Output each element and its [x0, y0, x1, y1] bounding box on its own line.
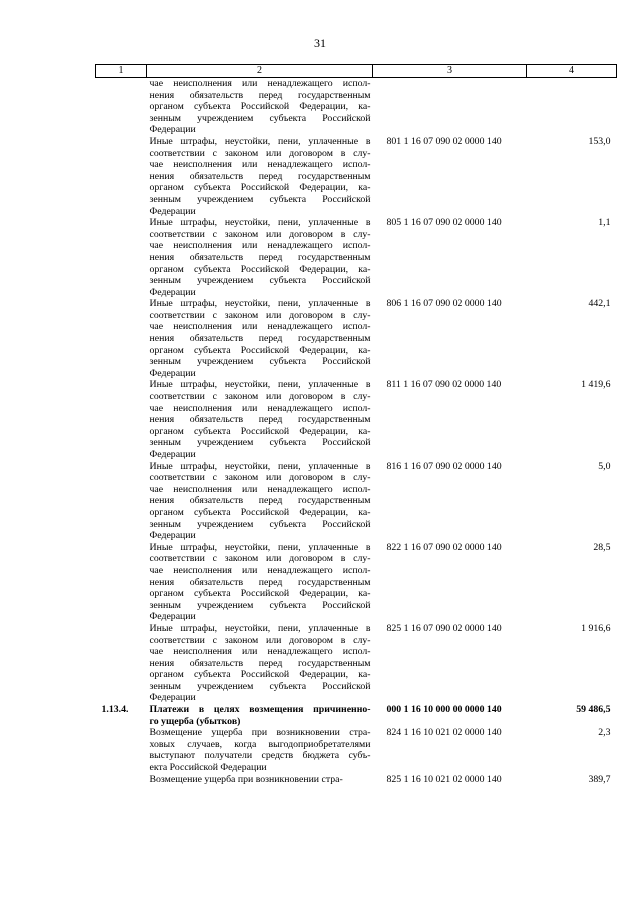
amount-value — [527, 78, 617, 136]
description-line: органом субъекта Российской Федерации, ка- — [149, 344, 371, 356]
row-number — [96, 727, 147, 773]
amount-value: 389,7 — [588, 773, 611, 785]
description-line: Возмещение ущерба при возникновении стра- — [149, 727, 371, 739]
amount-value: 59 486,5 — [576, 704, 611, 716]
budget-classification-code: 816 1 16 07 090 02 0000 140 — [386, 460, 502, 472]
description-line: нения обязательств перед государственным — [149, 251, 371, 263]
description-line: выступают получатели средств бюджета субъ- — [149, 750, 371, 762]
description-line: зенным учреждением субъекта Российской — [149, 112, 371, 124]
row-description — [147, 704, 373, 727]
description-line: Иные штрафы, неустойки, пени, уплаченные в — [149, 460, 371, 472]
header-col-4: 4 — [527, 65, 617, 78]
description-line: Иные штрафы, неустойки, пени, уплаченные в — [149, 379, 371, 391]
description-line: нения обязательств перед государственным — [149, 333, 371, 345]
description-line: Возмещение ущерба при возникновении стра- — [149, 773, 343, 785]
table-row — [96, 78, 617, 136]
description-line: Иные штрафы, неустойки, пени, уплаченные в — [149, 135, 371, 147]
row-number — [96, 542, 147, 623]
description-line: екта Российской Федерации — [149, 762, 267, 774]
description-line: зенным учреждением субъекта Российской — [149, 518, 371, 530]
description-line: зенным учреждением субъекта Российской — [149, 680, 371, 692]
amount-value: 1 419,6 — [581, 379, 611, 391]
budget-classification-code: 824 1 16 10 021 02 0000 140 — [386, 727, 502, 739]
description-line: соответствии с законом или договором в слу- — [149, 553, 371, 565]
description-line: Платежи в целях возмещения причиненно- — [149, 704, 371, 716]
row-number — [96, 774, 147, 786]
amount-value: 1 916,6 — [581, 622, 611, 634]
row-description — [147, 461, 373, 542]
description-line: нения обязательств перед государственным — [149, 170, 371, 182]
row-description — [147, 623, 373, 704]
description-line: нения обязательств перед государственным — [149, 89, 371, 101]
description-line: Федерации — [149, 611, 196, 623]
budget-classification-code: 806 1 16 07 090 02 0000 140 — [386, 298, 502, 310]
description-line: Иные штрафы, неустойки, пени, уплаченные в — [149, 217, 371, 229]
row-description — [147, 542, 373, 623]
description-line: нения обязательств перед государственным — [149, 576, 371, 588]
budget-classification-code: 825 1 16 07 090 02 0000 140 — [386, 622, 502, 634]
description-line: Федерации — [149, 449, 196, 460]
description-line: органом субъекта Российской Федерации, ка- — [149, 669, 371, 681]
description-line: Федерации — [149, 286, 196, 298]
description-line: нения обязательств перед государственным — [149, 414, 371, 426]
description-line: чае неисполнения или ненадлежащего испол- — [149, 646, 371, 658]
header-col-2: 2 — [147, 65, 373, 78]
description-line: чае неисполнения или ненадлежащего испол- — [149, 321, 371, 333]
description-line: чае неисполнения или ненадлежащего испол- — [149, 78, 371, 89]
description-line: ховых случаев, когда выгодоприобретателями — [149, 738, 371, 750]
description-line: соответствии с законом или договором в слу- — [149, 309, 371, 321]
row-description — [147, 136, 373, 217]
description-line: го ущерба (убытков) — [149, 715, 241, 727]
amount-value: 442,1 — [588, 298, 611, 310]
budget-classification-code: 825 1 16 10 021 02 0000 140 — [386, 773, 502, 785]
description-line: Иные штрафы, неустойки, пени, уплаченные в — [149, 541, 371, 553]
row-number — [96, 217, 147, 298]
table-body — [96, 78, 617, 786]
amount-value: 1,1 — [598, 217, 611, 229]
description-line: зенным учреждением субъекта Российской — [149, 193, 371, 205]
description-line: Федерации — [149, 124, 196, 136]
description-line: Федерации — [149, 205, 196, 217]
table-row — [96, 461, 617, 542]
description-line: соответствии с законом или договором в слу- — [149, 472, 371, 484]
row-number: 1.13.4. — [101, 704, 129, 716]
budget-classification-code: 811 1 16 07 090 02 0000 140 — [386, 379, 502, 391]
description-line: органом субъекта Российской Федерации, ка- — [149, 263, 371, 275]
description-line: чае неисполнения или ненадлежащего испол- — [149, 402, 371, 414]
table-row — [96, 298, 617, 379]
row-number — [96, 136, 147, 217]
row-description — [147, 298, 373, 379]
row-number — [96, 78, 147, 136]
description-line: зенным учреждением субъекта Российской — [149, 275, 371, 287]
table-row — [96, 774, 617, 786]
description-line: чае неисполнения или ненадлежащего испол- — [149, 159, 371, 171]
budget-classification-code — [373, 78, 527, 136]
description-line: соответствии с законом или договором в слу- — [149, 391, 371, 403]
row-number — [96, 298, 147, 379]
description-line: Иные штрафы, неустойки, пени, уплаченные в — [149, 298, 371, 310]
description-line: чае неисполнения или ненадлежащего испол- — [149, 240, 371, 252]
description-line: зенным учреждением субъекта Российской — [149, 599, 371, 611]
budget-revenue-table — [95, 64, 617, 785]
description-line: нения обязательств перед государственным — [149, 657, 371, 669]
amount-value: 28,5 — [593, 541, 611, 553]
description-line: чае неисполнения или ненадлежащего испол- — [149, 483, 371, 495]
description-line: зенным учреждением субъекта Российской — [149, 437, 371, 449]
table-row — [96, 704, 617, 727]
table-row — [96, 136, 617, 217]
row-description — [147, 379, 373, 460]
description-line: органом субъекта Российской Федерации, ка- — [149, 182, 371, 194]
budget-classification-code: 822 1 16 07 090 02 0000 140 — [386, 541, 502, 553]
budget-classification-code: 801 1 16 07 090 02 0000 140 — [386, 135, 502, 147]
description-line: соответствии с законом или договором в слу- — [149, 634, 371, 646]
table-row — [96, 217, 617, 298]
description-line: органом субъекта Российской Федерации, ка- — [149, 506, 371, 518]
header-col-3: 3 — [373, 65, 527, 78]
description-line: органом субъекта Российской Федерации, ка- — [149, 101, 371, 113]
row-number — [96, 379, 147, 460]
description-line: нения обязательств перед государственным — [149, 495, 371, 507]
amount-value: 5,0 — [598, 460, 611, 472]
table-row — [96, 727, 617, 773]
description-line: Иные штрафы, неустойки, пени, уплаченные в — [149, 622, 371, 634]
row-description — [147, 217, 373, 298]
table-row — [96, 542, 617, 623]
table-row — [96, 623, 617, 704]
row-number — [96, 461, 147, 542]
description-line: Федерации — [149, 692, 196, 704]
header-col-1: 1 — [96, 65, 147, 78]
description-line: Федерации — [149, 367, 196, 379]
row-description — [147, 727, 373, 773]
amount-value: 153,0 — [588, 135, 611, 147]
amount-value: 2,3 — [598, 727, 611, 739]
row-description — [147, 78, 373, 136]
description-line: чае неисполнения или ненадлежащего испол- — [149, 564, 371, 576]
description-line: соответствии с законом или договором в слу- — [149, 147, 371, 159]
row-number — [96, 623, 147, 704]
description-line: соответствии с законом или договором в слу- — [149, 228, 371, 240]
description-line: Федерации — [149, 530, 196, 542]
description-line: зенным учреждением субъекта Российской — [149, 356, 371, 368]
table-header-row — [96, 65, 617, 78]
page-number: 31 — [314, 36, 326, 50]
description-line: органом субъекта Российской Федерации, ка- — [149, 425, 371, 437]
description-line: органом субъекта Российской Федерации, ка- — [149, 588, 371, 600]
table-row — [96, 379, 617, 460]
row-description — [147, 774, 373, 786]
budget-classification-code: 805 1 16 07 090 02 0000 140 — [386, 217, 502, 229]
budget-classification-code: 000 1 16 10 000 00 0000 140 — [386, 704, 502, 716]
